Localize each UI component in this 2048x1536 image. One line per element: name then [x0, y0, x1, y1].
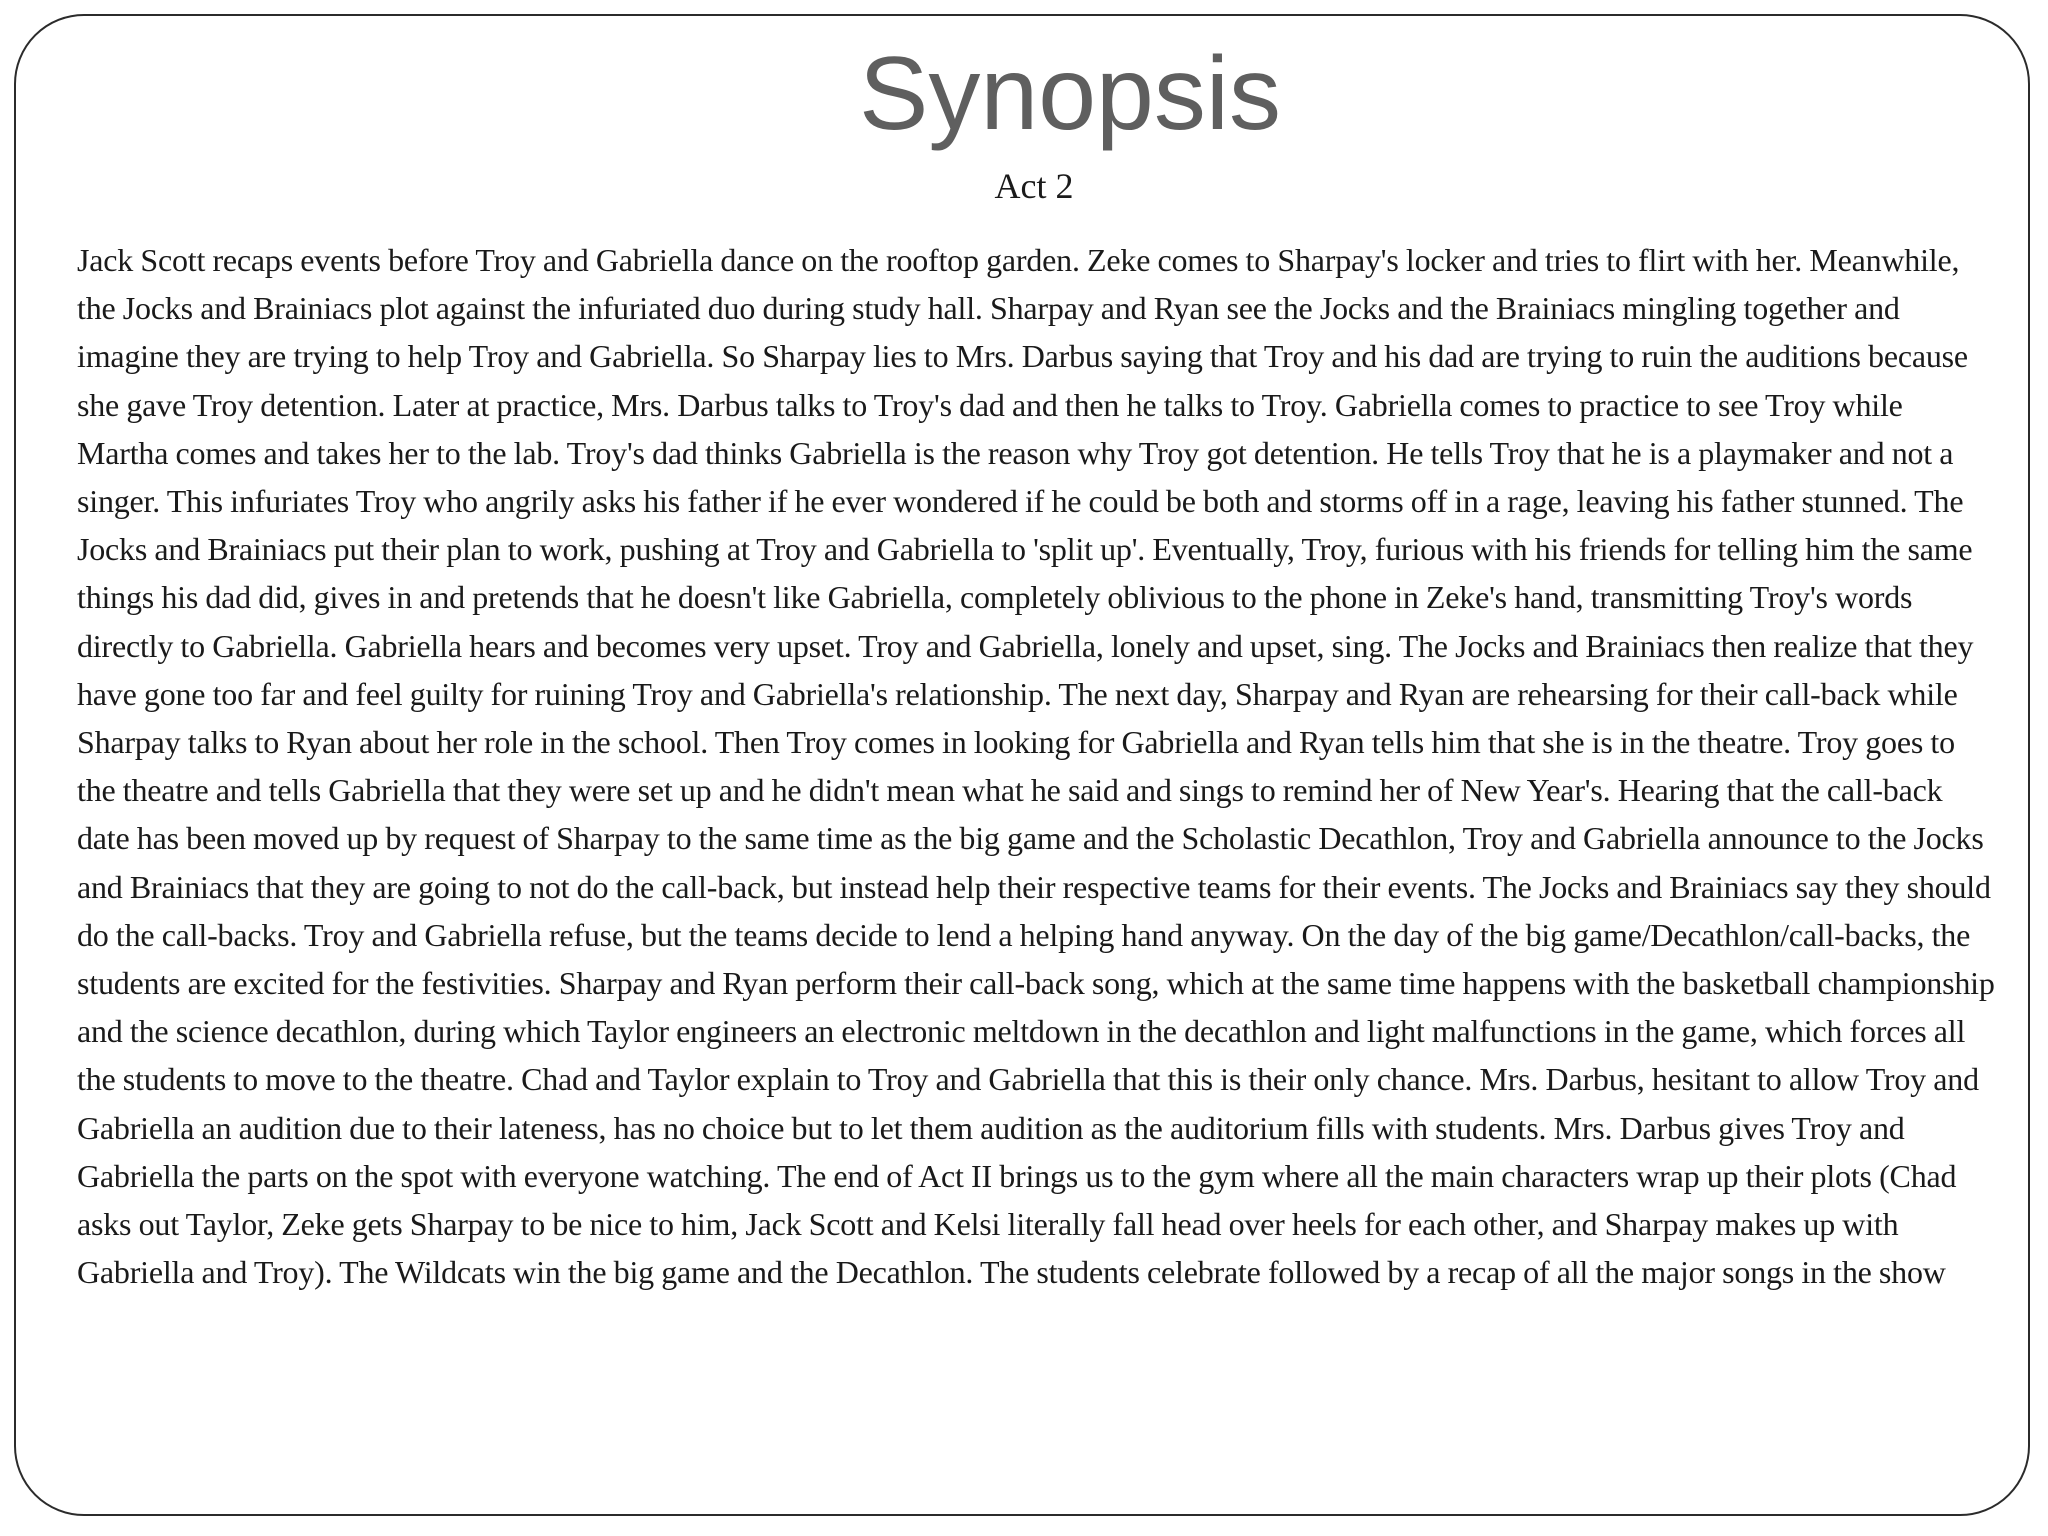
slide-subtitle: Act 2	[994, 166, 1074, 206]
synopsis-body-text: Jack Scott recaps events before Troy and Gabriella dance on the rooftop garden. Zeke comes to Sharpay's locker and tries to flirt with her. Meanwhile, the Jocks and Brainiacs plot against the infuriated duo during study hall. Sharpay and Ryan see the Jocks and the Brainiacs mingling together and imagine they are trying to help Troy and Gabriella. So Sharpay lies to Mrs. Darbus saying that Troy and his dad are trying to ruin the auditions because she gave Troy detention. Later at practice, Mrs. Darbus talks to Troy's dad and then he talks to Troy. Gabriella comes to practice to see Troy while Martha comes and takes her to the lab. Troy's dad thinks Gabriella is the reason why Troy got detention. He tells Troy that he is a playmaker and not a singer. This infuriates Troy who angrily asks his father if he ever wondered if he could be both and storms off in a rage, leaving his father stunned. The Jocks and Brainiacs put their plan to work, pushing at Troy and Gabriella to 'split up'. Eventually, Troy, furious with his friends for telling him the same things his dad did, gives in and pretends that he doesn't like Gabriella, completely oblivious to the phone in Zeke's hand, transmitting Troy's words directly to Gabriella. Gabriella hears and becomes very upset. Troy and Gabriella, lonely and upset, sing. The Jocks and Brainiacs then realize that they have gone too far and feel guilty for ruining Troy and Gabriella's relationship. The next day, Sharpay and Ryan are rehearsing for their call-back while Sharpay talks to Ryan about her role in the school. Then Troy comes in looking for Gabriella and Ryan tells him that she is in the theatre. Troy goes to the theatre and tells Gabriella that they were set up and he didn't mean what he said and sings to remind her of New Year's. Hearing that the call-back date has been moved up by request of Sharpay to the same time as the big game and the Scholastic Decathlon, Troy and Gabriella announce to the Jocks and Brainiacs that they are going to not do the call-back, but instead help their respective teams for their events. The Jocks and Brainiacs say they should do the call-backs. Troy and Gabriella refuse, but the teams decide to lend a helping hand anyway. On the day of the big game/Decathlon/call-backs, the students are excited for the festivities. Sharpay and Ryan perform their call-back song, which at the same time happens with the basketball championship and the science decathlon, during which Taylor engineers an electronic meltdown in the decathlon and light malfunctions in the game, which forces all the students to move to the theatre. Chad and Taylor explain to Troy and Gabriella that this is their only chance. Mrs. Darbus, hesitant to allow Troy and Gabriella an audition due to their lateness, has no choice but to let them audition as the auditorium fills with students. Mrs. Darbus gives Troy and Gabriella the parts on the spot with everyone watching. The end of Act II brings us to the gym where all the main characters wrap up their plots (Chad asks out Taylor, Zeke gets Sharpay to be nice to him, Jack Scott and Kelsi literally fall head over heels for each other, and Sharpay makes up with Gabriella and Troy). The Wildcats win the big game and the Decathlon. The students celebrate followed by a recap of all the major songs in the show	[77, 242, 1995, 1291]
slide-title: Synopsis	[859, 36, 1281, 152]
